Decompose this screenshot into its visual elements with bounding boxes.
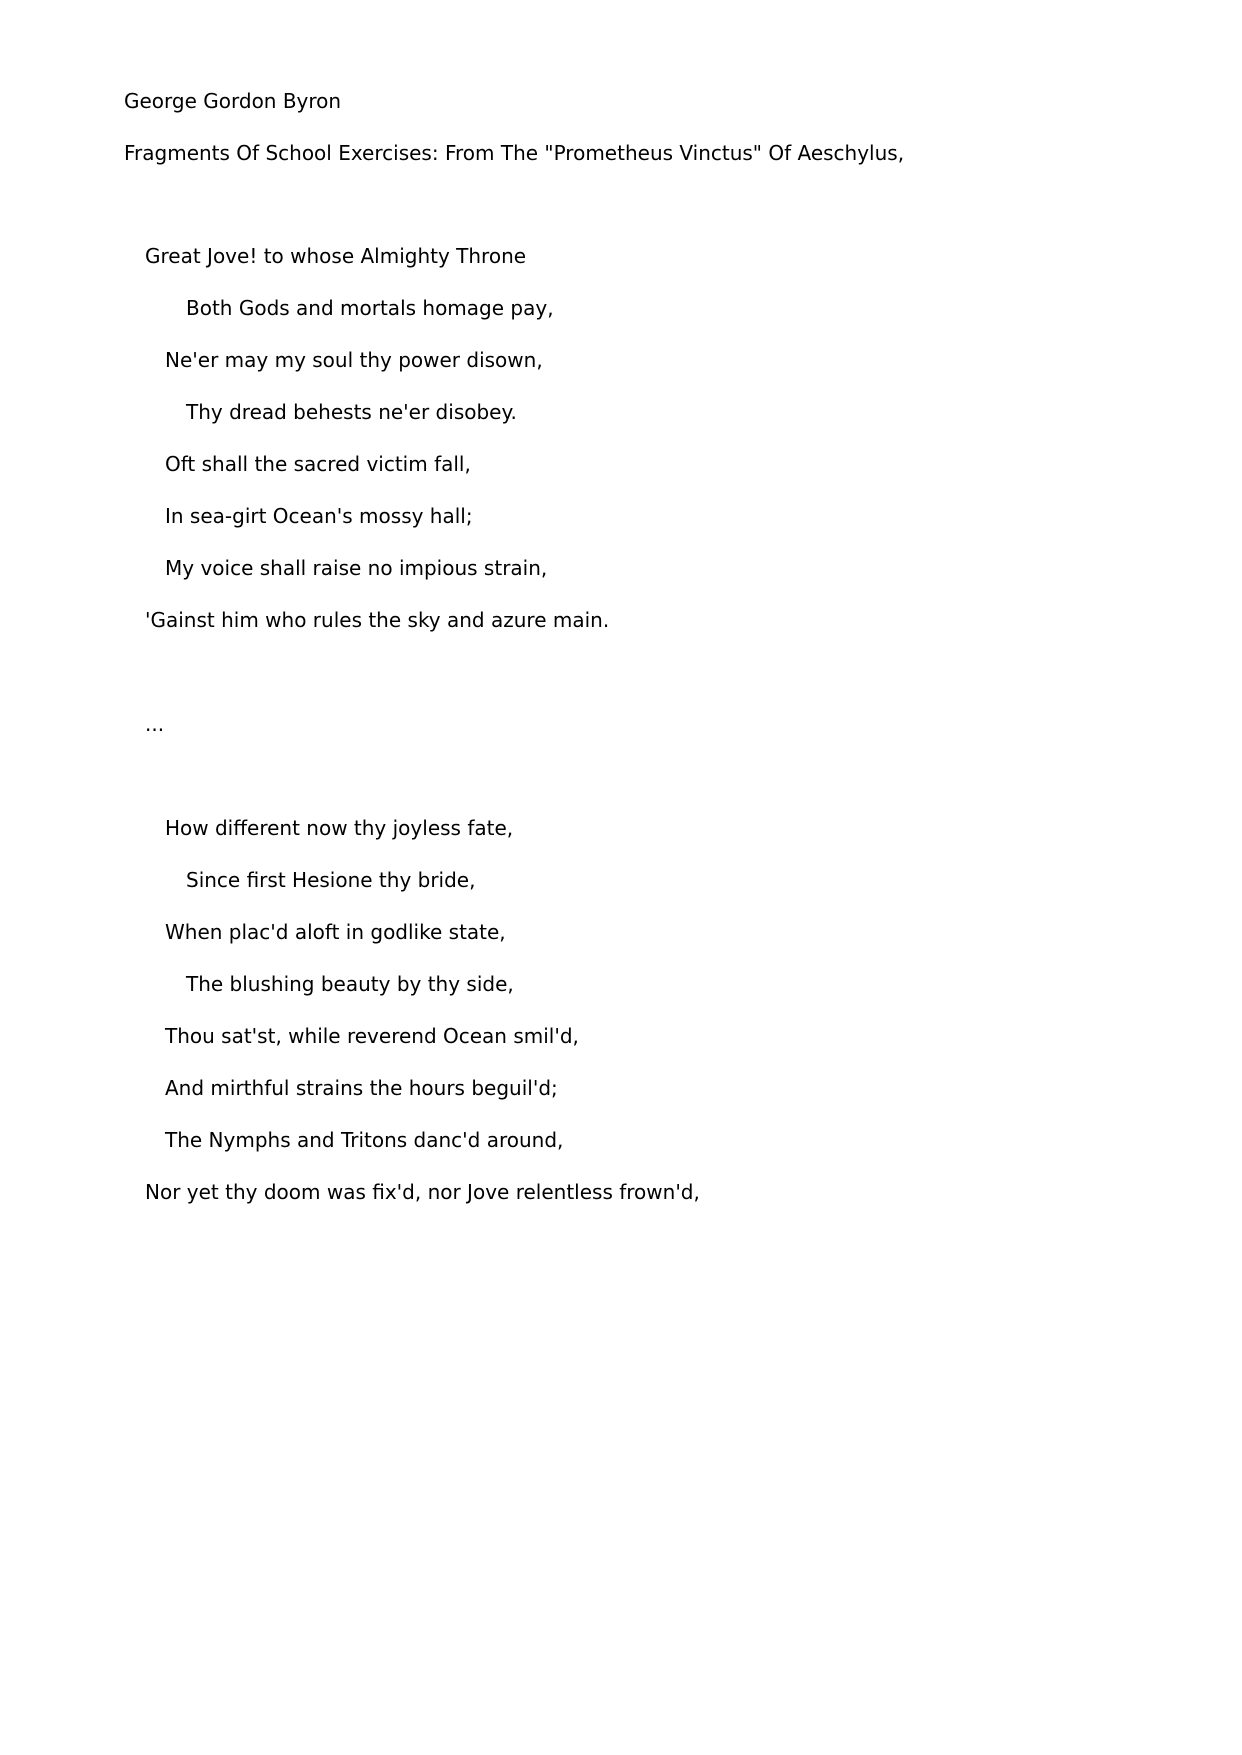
poem-line: Nor yet thy doom was fix'd, nor Jove relentless frown'd, <box>145 1180 700 1204</box>
poem-line: My voice shall raise no impious strain, <box>165 556 548 580</box>
poem-line: The blushing beauty by thy side, <box>186 972 514 996</box>
poem-line: Great Jove! to whose Almighty Throne <box>145 244 527 268</box>
poem-line: Oft shall the sacred victim fall, <box>165 452 471 476</box>
poem-line: Both Gods and mortals homage pay, <box>186 296 554 320</box>
poem-line: In sea-girt Ocean's mossy hall; <box>165 504 473 528</box>
poem-line: Thou sat'st, while reverend Ocean smil'd, <box>165 1024 579 1048</box>
poem-line: How different now thy joyless fate, <box>165 816 514 840</box>
stanza-separator: ... <box>145 712 165 736</box>
poem-title: Fragments Of School Exercises: From The "Prometheus Vinctus" Of Aeschylus, <box>124 141 905 165</box>
poem-line: And mirthful strains the hours beguil'd; <box>165 1076 558 1100</box>
poem-line: When plac'd aloft in godlike state, <box>165 920 506 944</box>
poem-line: Ne'er may my soul thy power disown, <box>165 348 543 372</box>
poem-line: Since first Hesione thy bride, <box>186 868 476 892</box>
poem-line: 'Gainst him who rules the sky and azure main. <box>145 608 610 632</box>
poem-line: The Nymphs and Tritons danc'd around, <box>165 1128 564 1152</box>
poem-line: Thy dread behests ne'er disobey. <box>186 400 517 424</box>
author-name: George Gordon Byron <box>124 89 342 113</box>
